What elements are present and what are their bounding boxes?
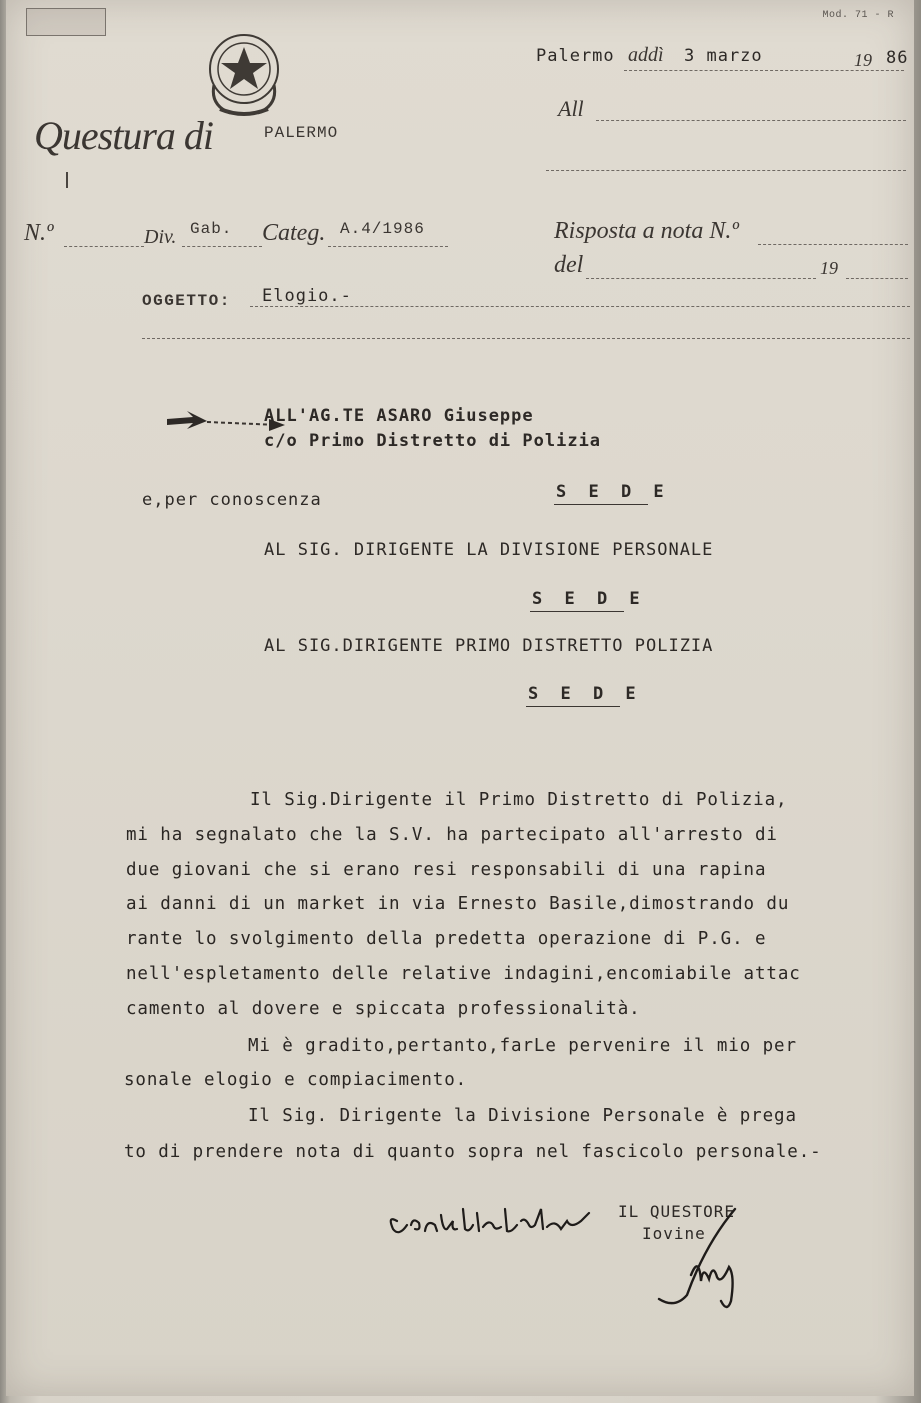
sede-2-underline bbox=[530, 611, 624, 612]
body-line-5: rante lo svolgimento della predetta operazione di P.G. e bbox=[126, 929, 767, 949]
body-line-3: due giovani che si erano resi responsabili di una rapina bbox=[126, 860, 767, 880]
body-line-8: Mi è gradito,pertanto,farLe pervenire il mio per bbox=[248, 1036, 797, 1056]
date-line bbox=[624, 70, 904, 71]
letter-page bbox=[6, 0, 914, 1396]
del-label: del bbox=[554, 252, 584, 278]
margin-mark bbox=[66, 172, 68, 188]
form-code: Mod. 71 - R bbox=[822, 10, 894, 21]
div-line bbox=[182, 246, 262, 247]
div-label: Div. bbox=[144, 226, 177, 248]
oggetto-line bbox=[250, 306, 910, 307]
sede-1-underline bbox=[554, 504, 648, 505]
sede-1: S E D E bbox=[556, 482, 670, 502]
addi-label: addì bbox=[628, 44, 664, 66]
sede-3-underline bbox=[526, 706, 620, 707]
categ-value: A.4/1986 bbox=[340, 220, 425, 238]
body-line-11: to di prendere nota di quanto sopra nel fascicolo personale.- bbox=[124, 1142, 822, 1162]
div-value: Gab. bbox=[190, 220, 233, 238]
n-label: N.º bbox=[24, 220, 54, 246]
body-line-9: sonale elogio e compiacimento. bbox=[124, 1070, 468, 1090]
body-line-10: Il Sig. Dirigente la Divisione Personale è prega bbox=[248, 1106, 797, 1126]
all-line bbox=[596, 120, 906, 121]
cc-line-1: AL SIG. DIRIGENTE LA DIVISIONE PERSONALE bbox=[264, 540, 714, 560]
office-city: PALERMO bbox=[264, 124, 339, 142]
del-year: 19 bbox=[820, 258, 838, 278]
cc-label: e,per conoscenza bbox=[142, 490, 322, 510]
recipient-line-2: c/o Primo Distretto di Polizia bbox=[264, 431, 602, 451]
risposta-label: Risposta a nota N.º bbox=[554, 218, 739, 244]
body-line-2: mi ha segnalato che la S.V. ha partecipato all'arresto di bbox=[126, 825, 778, 845]
del-year-line bbox=[846, 278, 908, 279]
signature-mark-icon bbox=[596, 1186, 775, 1338]
recipient-line-1: ALL'AG.TE ASARO Giuseppe bbox=[264, 406, 534, 426]
n-line bbox=[64, 246, 144, 247]
body-line-4: ai danni di un market in via Ernesto Basile,dimostrando du bbox=[126, 894, 790, 914]
corner-stamp bbox=[26, 8, 106, 36]
date-day-month: 3 marzo bbox=[684, 46, 763, 66]
risposta-line bbox=[758, 244, 908, 245]
categ-label: Categ. bbox=[262, 220, 326, 246]
year-prefix: 19 bbox=[854, 50, 872, 70]
body-line-7: camento al dovere e spiccata professionalità. bbox=[126, 999, 641, 1019]
signature-name: Iovine bbox=[642, 1224, 706, 1243]
del-line bbox=[586, 278, 816, 279]
signature-title: IL QUESTORE bbox=[618, 1202, 735, 1221]
cc-line-2: AL SIG.DIRIGENTE PRIMO DISTRETTO POLIZIA bbox=[264, 636, 714, 656]
year-suffix: 86 bbox=[886, 48, 909, 68]
all-label: All bbox=[558, 96, 584, 121]
body-line-1: Il Sig.Dirigente il Primo Distretto di Polizia, bbox=[250, 790, 788, 810]
oggetto-line-2 bbox=[142, 338, 910, 339]
categ-line bbox=[328, 246, 448, 247]
all-line-2 bbox=[546, 170, 906, 171]
office-prefix: Questura di bbox=[34, 113, 213, 158]
sede-3: S E D E bbox=[528, 684, 642, 704]
sede-2: S E D E bbox=[532, 589, 646, 609]
oggetto-label: OGGETTO: bbox=[142, 292, 231, 310]
oggetto-value: Elogio.- bbox=[262, 286, 352, 306]
body-line-6: nell'espletamento delle relative indagini,encomiabile attac bbox=[126, 964, 801, 984]
place: Palermo bbox=[536, 46, 615, 66]
